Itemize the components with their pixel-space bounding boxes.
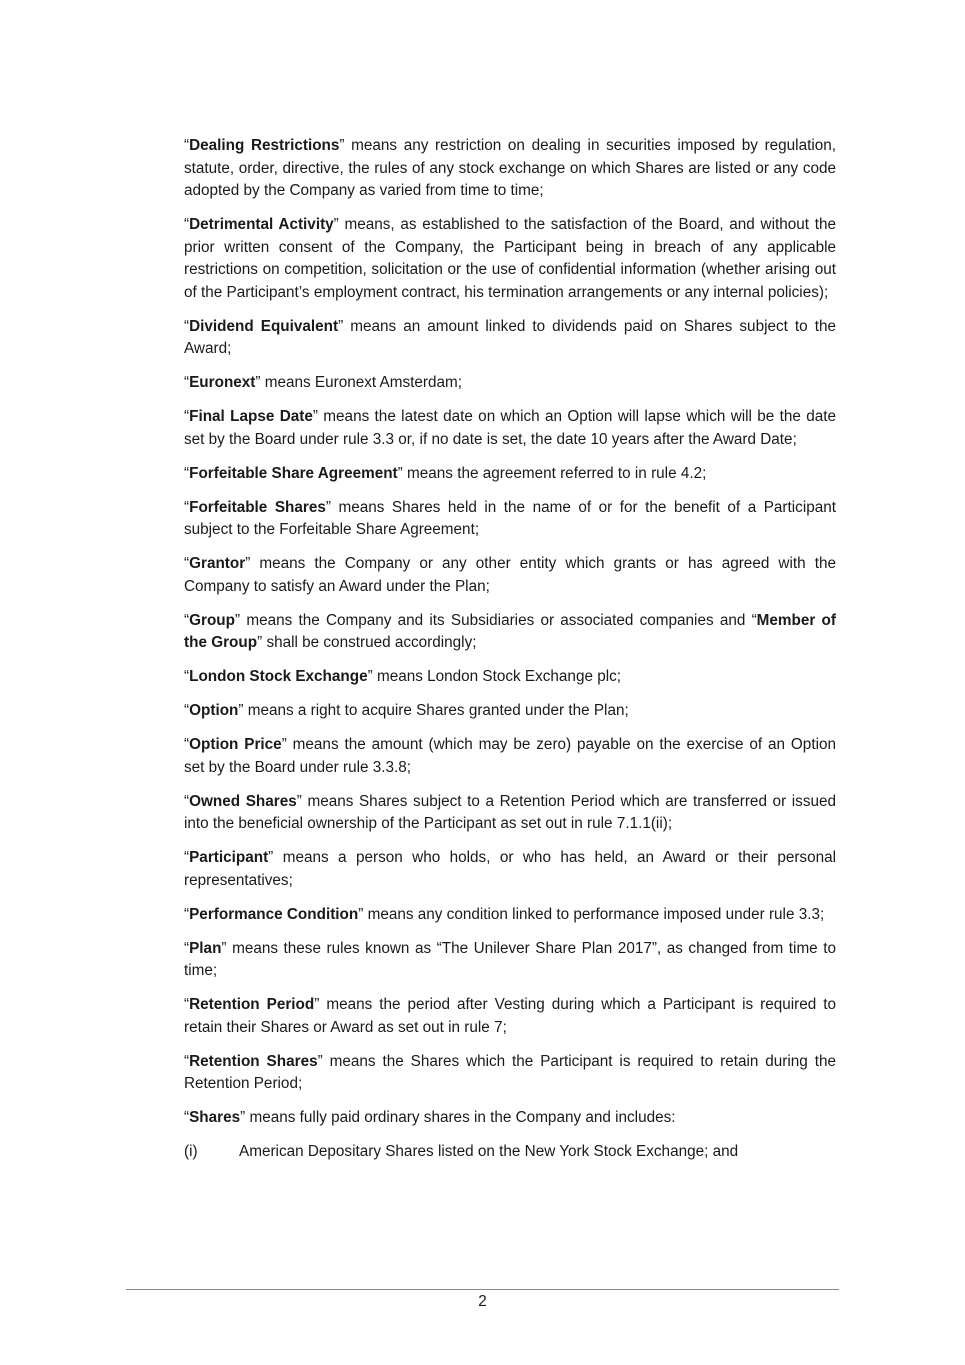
definition-text: means the latest date on which an Option will lapse which will be the date set by the Board under rule 3.3 or, if no date is set, the date 10 years after the Award Date;	[184, 408, 837, 448]
definition-option-price: “Option Price” means the amount (which may be zero) payable on the exercise of an Option set by the Board under rule 3.3.8;	[184, 736, 836, 776]
definition-retention-period: “Retention Period” means the period after Vesting during which a Participant is required to retain their Shares or Award as set out in rule 7;	[184, 996, 836, 1036]
list-item-text: American Depositary Shares listed on the New York Stock Exchange; and	[239, 1143, 739, 1160]
definition-text: means fully paid ordinary shares in the Company and includes:	[245, 1109, 676, 1126]
list-item	[184, 1141, 836, 1164]
definition-term: Dealing Restrictions	[189, 137, 340, 154]
definition-term: Performance Condition	[189, 905, 359, 923]
definition-plan: “Plan” means these rules known as “The Unilever Share Plan 2017”, as changed from time to time;	[184, 939, 836, 979]
definition-term: Participant	[189, 849, 269, 866]
definition-shares: “Shares” means fully paid ordinary shares in the Company and includes:	[184, 1109, 676, 1126]
definition-text: means the period after Vesting during which a Participant is required to retain their Shares or Award as set out in rule 7;	[184, 996, 836, 1036]
list-item-number: (i)	[184, 1143, 198, 1160]
definition-text: means London Stock Exchange plc;	[372, 668, 622, 685]
definition-text: means, as established to the satisfaction of the Board, and without the prior written consent of the Company, the Participant being in breach of any applicable restrictions on competition, solicitation or the use of confidential information (whether arising out of the Participant’s employment contract, his termination arrangements or any internal policies);	[184, 216, 836, 301]
definition-term: Option Price	[189, 736, 282, 753]
definition-text: means the Company or any other entity which grants or has agreed with the Company to satisfy an Award under the Plan;	[184, 555, 836, 595]
definition-euronext: “Euronext” means Euronext Amsterdam;	[184, 374, 463, 391]
definition-term: Detrimental Activity	[189, 216, 334, 233]
definition-group: “Group” means the Company and its Subsidiaries or associated companies and “Member of the Group” shall be construed accordingly;	[184, 611, 836, 651]
definition-text: means the Shares which the Participant is required to retain during the Retention Period;	[184, 1052, 836, 1092]
definition-text: means a person who holds, or who has held, an Award or their personal representatives;	[184, 849, 836, 889]
definition-option: “Option” means a right to acquire Shares granted under the Plan;	[184, 702, 629, 719]
definition-dividend-equivalent: “Dividend Equivalent” means an amount linked to dividends paid on Shares subject to the Award;	[184, 317, 836, 357]
definition-text: means Shares held in the name of or for the benefit of a Participant subject to the Forfeitable Share Agreement;	[184, 498, 836, 538]
definition-text: means an amount linked to dividends paid on Shares subject to the Award;	[184, 317, 836, 357]
definition-text: means the Company and its Subsidiaries or associated companies and “	[240, 611, 757, 629]
definition-performance-condition: “Performance Condition” means any condition linked to performance imposed under rule 3.3;	[184, 905, 825, 923]
definition-term: Shares	[189, 1109, 241, 1126]
definition-owned-shares: “Owned Shares” means Shares subject to a Retention Period which are transferred or issued into the beneficial ownership of the Participant as set out in rule 7.1.1(ii);	[184, 792, 836, 832]
definition-text-secondary: ” shall be construed accordingly;	[257, 634, 477, 651]
definition-text: means the agreement referred to in rule 4.2;	[402, 464, 707, 482]
definition-term: Forfeitable Shares	[189, 498, 326, 516]
page-number: 2	[478, 1293, 487, 1310]
definition-term: Option	[189, 702, 239, 719]
definition-term: London Stock Exchange	[189, 668, 368, 685]
definition-text: means Euronext Amsterdam;	[260, 374, 463, 391]
definition-forfeitable-share-agreement: “Forfeitable Share Agreement” means the agreement referred to in rule 4.2;	[184, 464, 707, 482]
definition-term-secondary: Member of the Group	[184, 611, 836, 651]
definition-grantor: “Grantor” means the Company or any other entity which grants or has agreed with the Company to satisfy an Award under the Plan;	[184, 555, 836, 595]
definition-term: Retention Period	[189, 996, 315, 1013]
definition-term: Group	[189, 611, 235, 629]
definition-final-lapse-date: “Final Lapse Date” means the latest date on which an Option will lapse which will be the date set by the Board under rule 3.3 or, if no date is set, the date 10 years after the Award Date;	[184, 408, 837, 448]
definition-term: Plan	[189, 939, 222, 957]
document-body	[184, 135, 836, 1164]
definition-term: Euronext	[189, 374, 256, 391]
definition-term: Final Lapse Date	[189, 408, 313, 425]
definition-london-stock-exchange: “London Stock Exchange” means London Stock Exchange plc;	[184, 668, 622, 685]
definition-text: means a right to acquire Shares granted under the Plan;	[243, 702, 629, 719]
definition-term: Owned Shares	[189, 792, 297, 810]
definition-detrimental-activity: “Detrimental Activity” means, as established to the satisfaction of the Board, and without the prior written consent of the Company, the Participant being in breach of any applicable restrictions on competition, solicitation or the use of confidential information (whether arising out of the Participant’s employment contract, his termination arrangements or any internal policies);	[184, 216, 836, 301]
definition-participant: “Participant” means a person who holds, or who has held, an Award or their personal representatives;	[184, 849, 836, 889]
definition-text: means Shares subject to a Retention Period which are transferred or issued into the beneficial ownership of the Participant as set out in rule 7.1.1(ii);	[184, 792, 836, 832]
footer-divider	[126, 1289, 839, 1290]
definition-term: Dividend Equivalent	[189, 317, 339, 335]
definition-text: means these rules known as “The Unilever Share Plan 2017”, as changed from time to time;	[184, 939, 836, 979]
definition-retention-shares: “Retention Shares” means the Shares which the Participant is required to retain during the Retention Period;	[184, 1052, 836, 1092]
definition-dealing-restrictions: “Dealing Restrictions” means any restriction on dealing in securities imposed by regulation, statute, order, directive, the rules of any stock exchange on which Shares are listed or any code adopted by the Company as varied from time to time;	[184, 137, 837, 199]
definition-text: means any restriction on dealing in securities imposed by regulation, statute, order, directive, the rules of any stock exchange on which Shares are listed or any code adopted by the Company as varied from time to time;	[184, 137, 837, 199]
definition-forfeitable-shares: “Forfeitable Shares” means Shares held in the name of or for the benefit of a Participant subject to the Forfeitable Share Agreement;	[184, 498, 836, 538]
definition-term: Forfeitable Share Agreement	[189, 464, 398, 482]
definition-term: Retention Shares	[189, 1052, 318, 1070]
definition-text: means any condition linked to performance imposed under rule 3.3;	[363, 905, 825, 923]
definition-term: Grantor	[189, 555, 246, 572]
definition-text: means the amount (which may be zero) payable on the exercise of an Option set by the Board under rule 3.3.8;	[184, 736, 836, 776]
